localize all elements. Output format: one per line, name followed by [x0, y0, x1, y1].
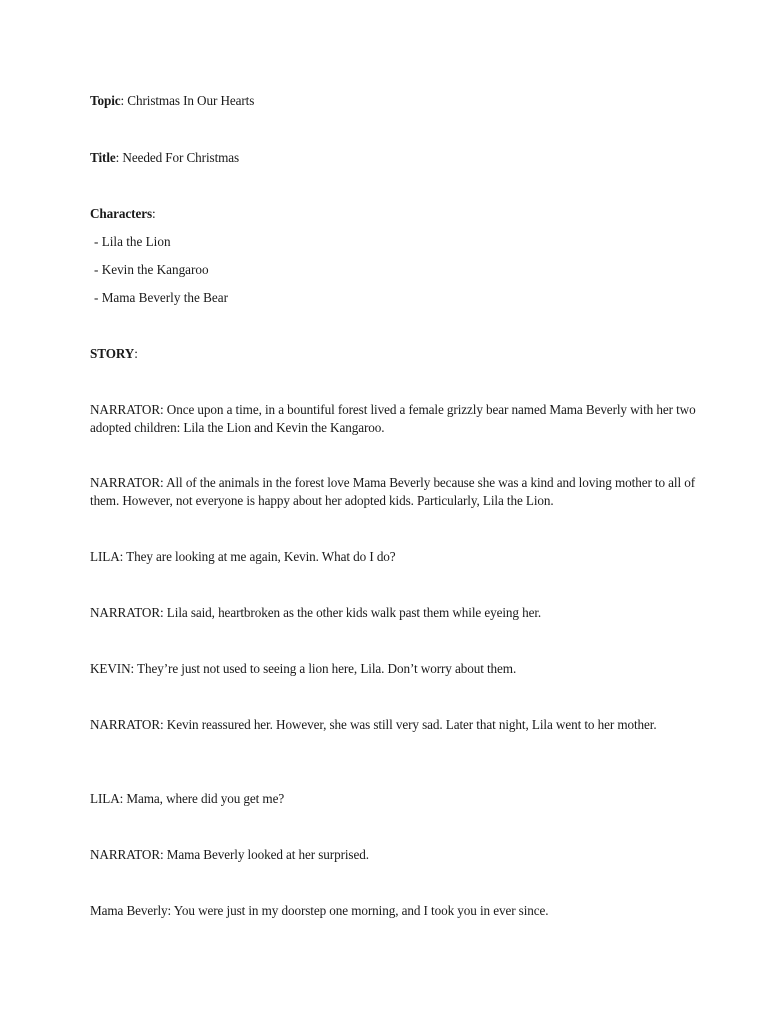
character-item: - Kevin the Kangaroo	[94, 262, 209, 277]
story-paragraph: Mama Beverly: You were just in my doorstep one morning, and I took you in ever since.	[90, 903, 549, 918]
title-value: : Needed For Christmas	[115, 150, 240, 165]
story-paragraph: NARRATOR: Once upon a time, in a bountiful forest lived a female grizzly bear named Mama Beverly with her two adopted children: Lila the Lion and Kevin the Kangaroo.	[90, 402, 696, 435]
topic-value: : Christmas In Our Hearts	[120, 93, 255, 108]
topic-line	[90, 92, 690, 110]
characters-label: Characters	[90, 206, 152, 221]
story-heading	[90, 345, 690, 363]
story-paragraph: KEVIN: They’re just not used to seeing a lion here, Lila. Don’t worry about them.	[90, 661, 517, 676]
story-paragraph: LILA: They are looking at me again, Kevin. What do I do?	[90, 549, 396, 564]
story-label: STORY	[90, 346, 135, 361]
topic-label: Topic	[90, 93, 121, 108]
story-paragraph: NARRATOR: Mama Beverly looked at her surprised.	[90, 847, 369, 862]
story-paragraph: NARRATOR: All of the animals in the forest love Mama Beverly because she was a kind and loving mother to all of them. However, not everyone is happy about her adopted kids. Particularly, Lila the Lion.	[90, 475, 696, 508]
story-colon: :	[134, 346, 138, 361]
character-item: - Lila the Lion	[94, 234, 171, 249]
title-line	[90, 149, 690, 167]
title-label: Title	[90, 150, 116, 165]
characters-colon: :	[151, 206, 156, 221]
characters-heading	[90, 205, 690, 223]
story-paragraph: LILA: Mama, where did you get me?	[90, 791, 285, 806]
story-paragraph: NARRATOR: Lila said, heartbroken as the other kids walk past them while eyeing her.	[90, 605, 542, 620]
character-item: - Mama Beverly the Bear	[94, 290, 229, 305]
story-paragraph: NARRATOR: Kevin reassured her. However, she was still very sad. Later that night, Lila went to her mother.	[90, 717, 657, 732]
